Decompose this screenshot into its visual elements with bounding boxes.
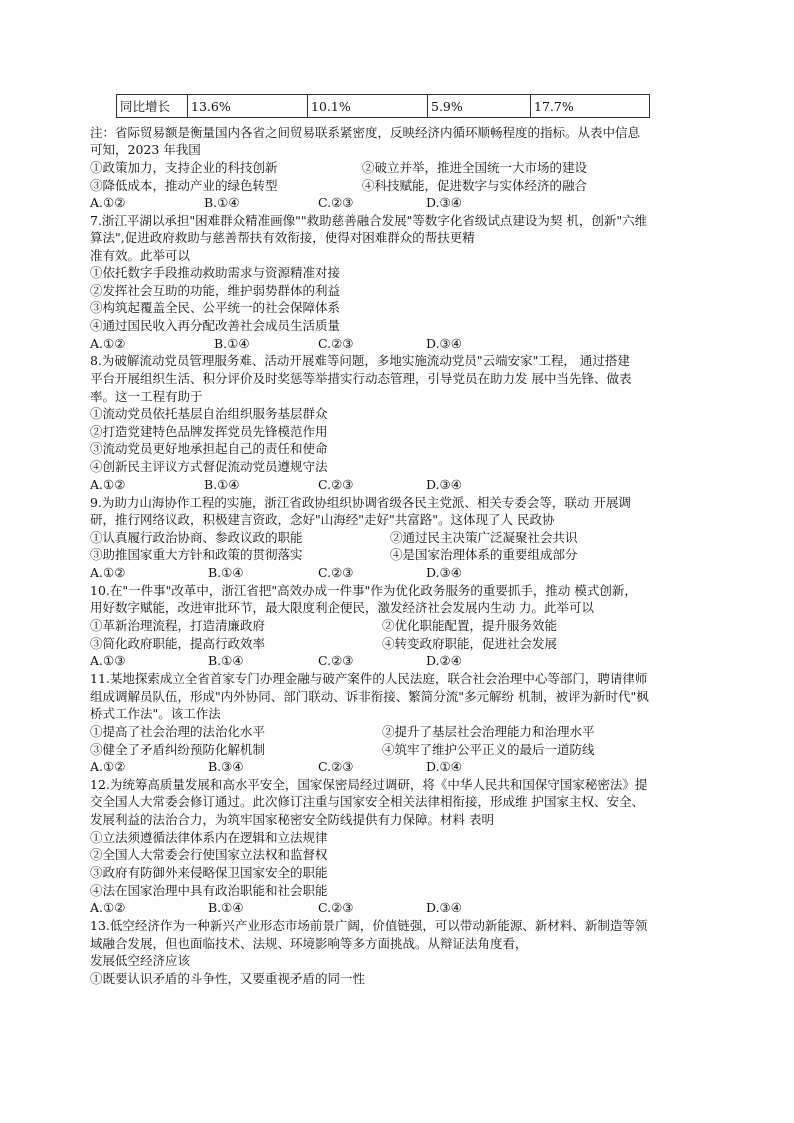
choice-b: B.①④: [208, 653, 244, 668]
option-text: ④创新民主评议方式督促流动党员遵规守法: [90, 459, 328, 474]
choice-b: B.①④: [204, 195, 240, 210]
option-text: ③政府有防御外来侵略保卫国家安全的职能: [90, 865, 328, 880]
question-text: 9.为助力山海协作工程的实施，浙江省政协组织协调省级各民主党派、相关专委会等，联动 开展调: [90, 495, 631, 510]
choice-a: A.①②: [90, 565, 126, 580]
question-text: 算法",促进政府救助与慈善帮扶有效衔接，使得对困难群众的帮扶更精: [90, 230, 475, 245]
question-text: 13.低空经济作为一种新兴产业形态市场前景广阔，价值链强，可以带动新能源、新材料、新制造等领: [90, 918, 648, 933]
option-text: ②全国人大常委会行使国家立法权和监督权: [90, 847, 328, 862]
option-text: ①认真履行政治协商、参政议政的职能: [90, 530, 303, 545]
option-text: ①依托数字手段推动救助需求与资源精准对接: [90, 265, 341, 280]
table-cell: 5.9%: [428, 95, 531, 118]
option-text: ①既要认识矛盾的斗争性，又要重视矛盾的同一性: [90, 971, 366, 986]
choice-b: B.③④: [208, 759, 244, 774]
question-text: 组成调解员队伍，形成"内外协同、部门联动、诉非衔接、繁简分流"多元解纷 机制，被评为新时代"枫: [90, 689, 649, 704]
question-text: 准有效。此举可以: [90, 248, 191, 263]
question-text: 交全国人大常委会修订通过。此次修订注重与国家安全相关法律相衔接，形成维 护国家主权、安全、: [90, 794, 644, 809]
choice-a: A.①②: [90, 336, 126, 351]
choice-b: B.①④: [208, 565, 244, 580]
question-text: 11.某地探索成立全省首家专门办理金融与破产案件的人民法庭，联合社会治理中心等部门，聘请律师: [90, 671, 648, 686]
choice-a: A.①②: [90, 759, 126, 774]
option-text: ④科技赋能，促进数字与实体经济的融合: [362, 178, 588, 193]
question-text: 8.为破解流动党员管理服务难、活动开展难等问题，多地实施流动党员"云端安家"工程， 通过搭建: [90, 353, 630, 368]
choice-c: C.②③: [318, 759, 354, 774]
question-text: 桥式工作法"。该工作法: [90, 706, 221, 721]
question-text: 12.为统筹高质量发展和高水平安全，国家保密局经过调研，将《中华人民共和国保守国家秘密法》提: [90, 777, 648, 792]
option-text: ②提升了基层社会治理能力和治理水平: [382, 724, 595, 739]
choice-c: C.②③: [318, 653, 354, 668]
choice-b: B.①④: [208, 900, 244, 915]
option-text: ③构筑起覆盖全民、公平统一的社会保障体系: [90, 300, 341, 315]
option-text: ①提高了社会治理的法治化水平: [90, 724, 266, 739]
option-text: ①流动党员依托基层自治组织服务基层群众: [90, 406, 328, 421]
note-text: 注：省际贸易额是衡量国内各省之间贸易联系紧密度，反映经济内循环顺畅程度的指标。从表中信息: [90, 125, 641, 140]
choice-d: D.②④: [426, 653, 462, 668]
choice-d: D.①④: [426, 759, 462, 774]
table-row-label: 同比增长: [117, 95, 188, 118]
option-text: ②发挥社会互助的功能，维护弱势群体的利益: [90, 283, 341, 298]
option-text: ③健全了矛盾纠纷预防化解机制: [90, 742, 266, 757]
choice-c: C.②③: [318, 900, 354, 915]
table-cell: 17.7%: [531, 95, 650, 118]
option-text: ③助推国家重大方针和政策的贯彻落实: [90, 547, 303, 562]
option-text: ②优化职能配置，提升服务效能: [382, 618, 558, 633]
table-row: [117, 95, 650, 118]
option-text: ①立法须遵循法律体系内在逻辑和立法规律: [90, 830, 328, 845]
option-text: ④法在国家治理中具有政治职能和社会职能: [90, 883, 328, 898]
note-text: 可知，2023 年我国: [90, 142, 201, 157]
table-cell: 10.1%: [308, 95, 428, 118]
question-text: 发展利益的法治合力，为筑牢国家秘密安全防线提供有力保障。材料 表明: [90, 812, 494, 827]
choice-c: C.②③: [318, 565, 354, 580]
question-text: 域融合发展，但也面临技术、法规、环境影响等多方面挑战。从辩证法角度看，: [90, 936, 528, 951]
trade-growth-table: [116, 94, 650, 118]
choice-c: C.②③: [318, 477, 354, 492]
choice-a: A.①②: [90, 477, 126, 492]
option-text: ③简化政府职能，提高行政效率: [90, 636, 266, 651]
choice-c: C.②③: [318, 195, 354, 210]
question-text: 研，推行网络议政，积极建言资政，念好"山海经"走好"共富路"。这体现了人 民政协: [90, 512, 555, 527]
choice-d: D.③④: [426, 477, 462, 492]
question-text: 10.在"一件事"改革中，浙江省把"高效办成一件事"作为优化政务服务的重要抓手，推动 模式创新，: [90, 583, 637, 598]
option-text: ②破立并举，推进全国统一大市场的建设: [362, 160, 588, 175]
option-text: ③流动党员更好地承担起自己的责任和使命: [90, 441, 328, 456]
question-text: 7.浙江平湖以承担"困难群众精准画像""救助慈善融合发展"等数字化省级试点建设为契 机，创新"六维: [90, 213, 648, 228]
choice-d: D.③④: [426, 565, 462, 580]
question-text: 用好数字赋能，改进审批环节，最大限度利企便民，激发经济社会发展内生动 力。此举可以: [90, 600, 594, 615]
choice-c: C.②③: [318, 336, 354, 351]
question-text: 率。这一工程有助于: [90, 389, 203, 404]
option-text: ④是国家治理体系的重要组成部分: [390, 547, 578, 562]
choice-a: A.①②: [90, 900, 126, 915]
table-cell: 13.6%: [188, 95, 308, 118]
choice-a: A.①③: [90, 653, 126, 668]
choice-d: D.③④: [426, 336, 462, 351]
choice-a: A.①②: [90, 195, 126, 210]
option-text: ④筑牢了维护公平正义的最后一道防线: [382, 742, 595, 757]
option-text: ②通过民主决策广泛凝聚社会共识: [390, 530, 578, 545]
choice-d: D.③④: [426, 195, 462, 210]
question-text: 发展低空经济应该: [90, 953, 191, 968]
option-text: ①革新治理流程，打造清廉政府: [90, 618, 266, 633]
option-text: ④通过国民收入再分配改善社会成员生活质量: [90, 318, 341, 333]
choice-b: B.①④: [214, 336, 250, 351]
option-text: ④转变政府职能，促进社会发展: [382, 636, 558, 651]
question-text: 平台开展组织生活、积分评价及时奖惩等举措实行动态管理，引导党员在助力发 展中当先锋、做表: [90, 371, 632, 386]
choice-d: D.③④: [426, 900, 462, 915]
option-text: ③降低成本，推动产业的绿色转型: [90, 178, 278, 193]
option-text: ①政策加力，支持企业的科技创新: [90, 160, 278, 175]
choice-b: B.①④: [204, 477, 240, 492]
option-text: ②打造党建特色品牌发挥党员先锋模范作用: [90, 424, 328, 439]
